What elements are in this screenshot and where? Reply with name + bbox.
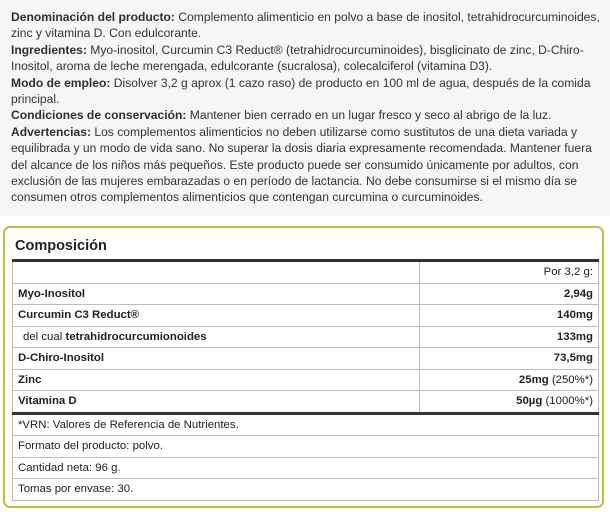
table-row xyxy=(13,305,599,327)
ingredientes-label: Ingredientes: xyxy=(11,42,87,57)
per-serving-header: Por 3,2 g: xyxy=(419,261,598,284)
net-quantity-row xyxy=(13,457,599,479)
ingredient-value xyxy=(419,369,598,391)
denominacion-text: Complemento alimenticio en polvo a base de inositol, tetrahidrocurcuminoides, zinc y vitamina D. Con edulcorante. xyxy=(11,10,600,41)
table-row xyxy=(13,326,599,348)
ingredient-amount: 2,94g xyxy=(563,287,593,300)
conservacion-label: Condiciones de conservación: xyxy=(11,108,187,123)
denominacion-paragraph xyxy=(11,9,600,42)
servings-per-pack: Tomas por envase: 30. xyxy=(13,479,599,501)
net-quantity: Cantidad neta: 96 g. xyxy=(13,457,599,479)
modo-empleo-label: Modo de empleo: xyxy=(11,75,111,90)
advertencias-paragraph xyxy=(11,124,600,206)
advertencias-text: Los complementos alimenticios no deben utilizarse como sustitutos de una dieta variada y equilibrada y un modo de vida sano. No superar la dosis diaria expresamente recomendada. Mantener fuera del alcance de los niños más pequeños. Este producto puede ser consumido únicamente por adultos, con exclusión de las mujeres embarazadas o en período de lactancia. No debe consumirse si el mismo día se consumen otros complementos alimenticios que contengan curcumina o curcuminoides. xyxy=(11,124,592,205)
table-header-row xyxy=(13,261,599,284)
ingredient-amount: 25mg xyxy=(518,373,549,386)
composition-card xyxy=(3,226,604,508)
ingredient-name: Zinc xyxy=(13,369,420,391)
ingredient-name: Myo-Inositol xyxy=(13,283,420,305)
servings-row xyxy=(13,479,599,501)
modo-empleo-text: Disolver 3,2 g aprox (1 cazo raso) de producto en 100 ml de agua, después de la comida principal. xyxy=(11,75,591,107)
table-row xyxy=(13,348,599,370)
advertencias-label: Advertencias: xyxy=(11,124,91,139)
ingredient-amount: 73,5mg xyxy=(553,352,593,365)
ingredient-value xyxy=(419,326,598,348)
composition-title: Composición xyxy=(15,238,107,254)
ingredient-name: D-Chiro-Inositol xyxy=(13,348,420,370)
modo-empleo-paragraph xyxy=(11,75,600,108)
ingredient-name: Vitamina D xyxy=(13,391,420,414)
ingredient-value xyxy=(419,283,598,305)
header-empty-cell xyxy=(13,261,420,284)
ingredient-subname: tetrahidrocurcumionoides xyxy=(65,330,207,343)
product-format: Formato del producto: polvo. xyxy=(13,436,599,458)
footnote-row xyxy=(13,413,599,436)
ingredient-value xyxy=(419,305,598,327)
table-row xyxy=(13,369,599,391)
ingredient-amount: 50µg xyxy=(516,395,543,408)
table-row xyxy=(13,283,599,305)
ingredient-amount: 133mg xyxy=(556,330,593,343)
ingredient-name: Curcumin C3 Reduct® xyxy=(13,305,420,327)
table-row xyxy=(13,391,599,414)
ingredient-vrn-percent: (250%*) xyxy=(548,373,593,386)
ingredient-value xyxy=(419,391,598,414)
ingredient-vrn-percent: (1000%*) xyxy=(542,395,593,408)
conservacion-text: Mantener bien cerrado en un lugar fresco y seco al abrigo de la luz. xyxy=(186,108,552,123)
ingredient-value xyxy=(419,348,598,370)
denominacion-label: Denominación del producto: xyxy=(11,10,175,24)
format-row xyxy=(13,436,599,458)
conservacion-paragraph xyxy=(11,107,600,123)
product-info-panel xyxy=(0,0,610,216)
ingredient-amount: 140mg xyxy=(556,309,593,322)
vrn-footnote: *VRN: Valores de Referencia de Nutrientes. xyxy=(13,413,599,436)
ingredientes-paragraph xyxy=(11,42,600,75)
ingredientes-text: Myo-inositol, Curcumin C3 Reduct® (tetrahidrocurcuminoides), bisglicinato de zinc, D-Chiro-Inositol, aroma de leche merengada, edulcorante (sucralosa), colecalciferol (vitamina D3). xyxy=(11,42,584,74)
ingredient-name xyxy=(13,326,420,348)
composition-table xyxy=(12,259,599,501)
ingredient-prefix: del cual xyxy=(23,330,66,343)
